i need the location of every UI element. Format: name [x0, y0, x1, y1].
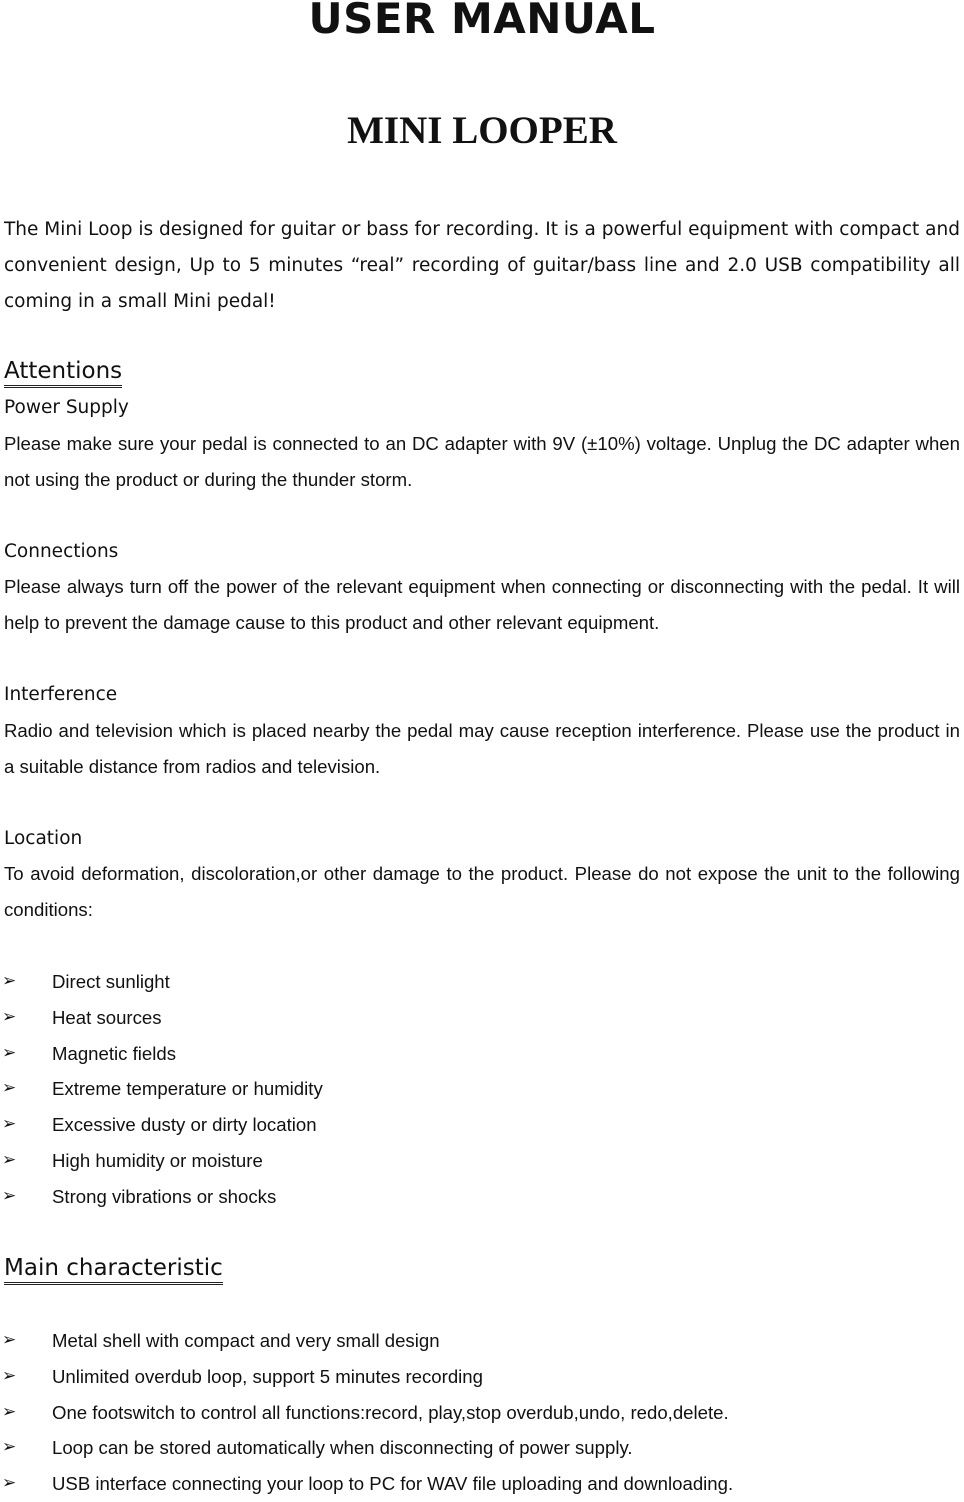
arrow-bullet-icon: ➢	[2, 1078, 17, 1099]
arrow-bullet-icon: ➢	[2, 1006, 17, 1027]
list-item: ➢ Magnetic fields	[0, 1036, 964, 1072]
interference-heading: Interference	[4, 684, 118, 705]
list-item: ➢ High humidity or moisture	[0, 1143, 964, 1179]
characteristics-list	[0, 1323, 964, 1502]
main-characteristic-heading: Main characteristic	[4, 1255, 223, 1285]
list-item: ➢ Excessive dusty or dirty location	[0, 1107, 964, 1143]
product-name: MINI LOOPER	[347, 109, 617, 152]
arrow-bullet-icon: ➢	[2, 1114, 17, 1135]
arrow-bullet-icon: ➢	[2, 1365, 17, 1386]
arrow-bullet-icon: ➢	[2, 1437, 17, 1458]
arrow-bullet-icon: ➢	[2, 1149, 17, 1170]
arrow-bullet-icon: ➢	[2, 971, 17, 991]
list-item: ➢ Unlimited overdub loop, support 5 minutes recording	[0, 1359, 964, 1395]
location-conditions-list	[0, 964, 964, 1215]
list-item: ➢ One footswitch to control all functions:record, play,stop overdub,undo, redo,delete.	[0, 1395, 964, 1431]
list-item: ➢ Strong vibrations or shocks	[0, 1179, 964, 1215]
document-title: USER MANUAL	[308, 0, 656, 43]
list-item: ➢ Metal shell with compact and very small design	[0, 1323, 964, 1359]
power-supply-heading: Power Supply	[4, 397, 129, 418]
list-item: ➢ Direct sunlight	[0, 964, 964, 1000]
arrow-bullet-icon: ➢	[2, 1401, 17, 1422]
arrow-bullet-icon: ➢	[2, 1185, 17, 1206]
attentions-heading: Attentions	[4, 358, 122, 388]
list-item: ➢ Heat sources	[0, 1000, 964, 1036]
arrow-bullet-icon: ➢	[2, 1473, 17, 1494]
location-heading: Location	[4, 828, 83, 849]
list-item: ➢ USB interface connecting your loop to PC for WAV file uploading and downloading.	[0, 1466, 964, 1502]
list-item: ➢ Loop can be stored automatically when disconnecting of power supply.	[0, 1430, 964, 1466]
intro-paragraph: The Mini Loop is designed for guitar or bass for recording. It is a powerful equipment with compact and convenient design, Up to 5 minutes “real” recording of guitar/bass line and 2.0 USB compatibility all coming in a small Mini pedal!	[4, 219, 960, 312]
list-item: ➢ Extreme temperature or humidity	[0, 1071, 964, 1107]
interference-text: Radio and television which is placed nearby the pedal may cause reception interference. Please use the product in a suitable distance from radios and television.	[4, 720, 960, 777]
power-supply-text: Please make sure your pedal is connected to an DC adapter with 9V (±10%) voltage. Unplug the DC adapter when not using the product or during the thunder storm.	[4, 433, 960, 490]
arrow-bullet-icon: ➢	[2, 1042, 17, 1063]
arrow-bullet-icon: ➢	[2, 1330, 17, 1350]
location-text: To avoid deformation, discoloration,or other damage to the product. Please do not expose the unit to the following conditions:	[4, 863, 960, 920]
connections-heading: Connections	[4, 541, 119, 562]
connections-text: Please always turn off the power of the relevant equipment when connecting or disconnecting with the pedal. It will help to prevent the damage cause to this product and other relevant equipment.	[4, 576, 960, 633]
